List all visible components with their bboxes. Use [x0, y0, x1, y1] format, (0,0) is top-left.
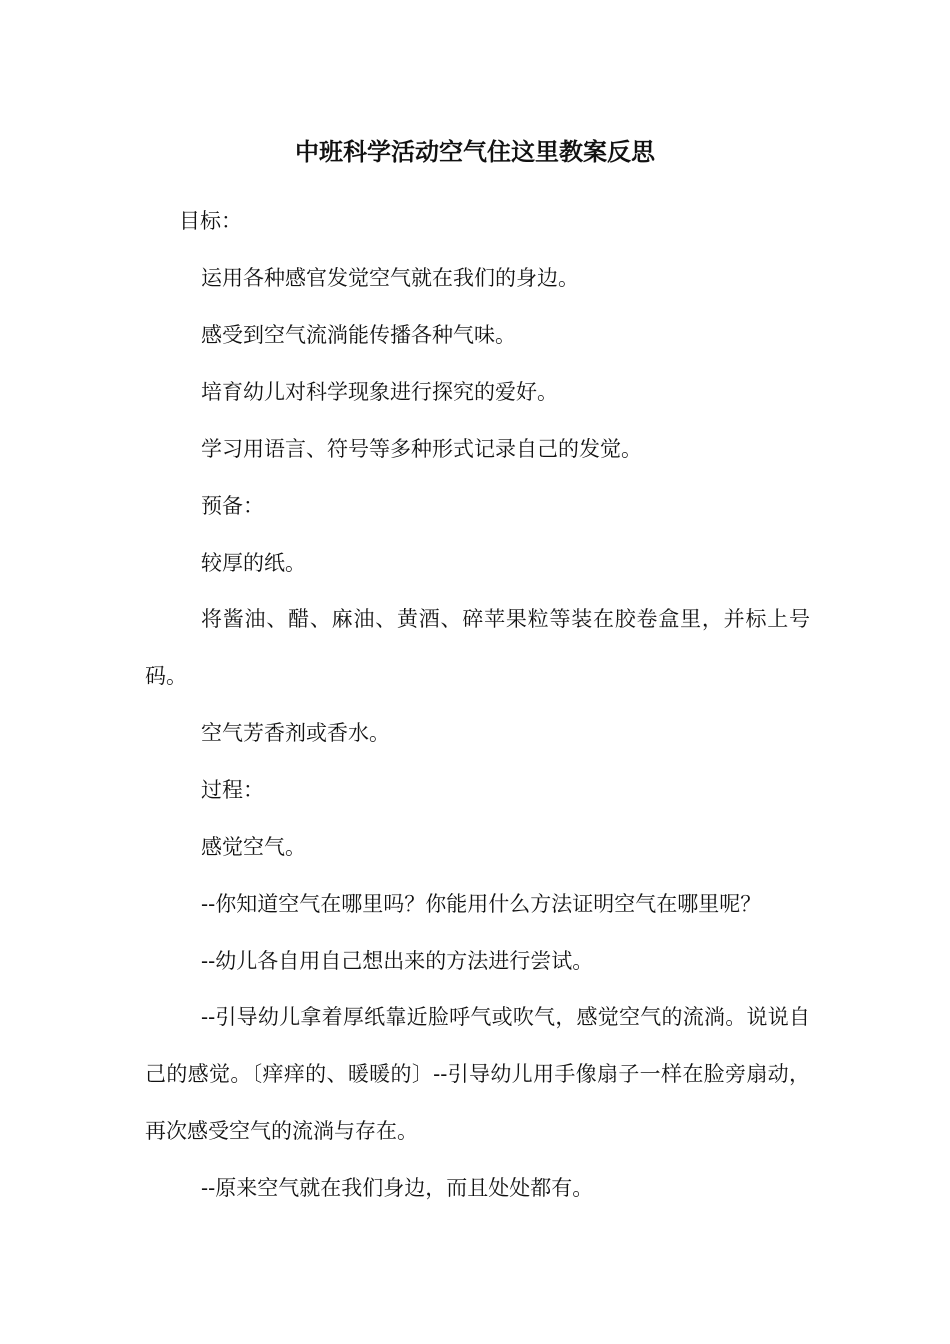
paragraph: 将酱油、醋、麻油、黄酒、碎苹果粒等装在胶卷盒里，并标上号码。: [145, 607, 810, 688]
paragraph: 运用各种感官发觉空气就在我们的身边。: [201, 266, 579, 290]
paragraph-goal-heading: 目标：: [179, 209, 242, 233]
paragraph: --原来空气就在我们身边，而且处处都有。: [201, 1176, 594, 1200]
paragraph: 感受到空气流淌能传播各种气味。: [201, 323, 516, 347]
paragraph: 培育幼儿对科学现象进行探究的爱好。: [201, 380, 558, 404]
paragraph-process-heading: 过程：: [201, 778, 264, 802]
paragraph: 感觉空气。: [201, 835, 306, 859]
paragraph: 较厚的纸。: [201, 551, 306, 575]
paragraph-prep-heading: 预备：: [201, 494, 264, 518]
paragraph: --引导幼儿拿着厚纸靠近脸呼气或吹气，感觉空气的流淌。说说自己的感觉。〔痒痒的、暖暖的〕--引导幼儿用手像扇子一样在脸旁扇动，再次感受空气的流淌与存在。: [145, 1005, 810, 1143]
paragraph: --幼儿各自用自己想出来的方法进行尝试。: [201, 949, 594, 973]
paragraph: 学习用语言、符号等多种形式记录自己的发觉。: [201, 437, 642, 461]
document-body: [145, 202, 810, 1226]
document-title: 中班科学活动空气住这里教案反思: [295, 138, 655, 166]
paragraph: 空气芳香剂或香水。: [201, 721, 390, 745]
paragraph: --你知道空气在哪里吗？你能用什么方法证明空气在哪里呢？: [201, 892, 762, 916]
